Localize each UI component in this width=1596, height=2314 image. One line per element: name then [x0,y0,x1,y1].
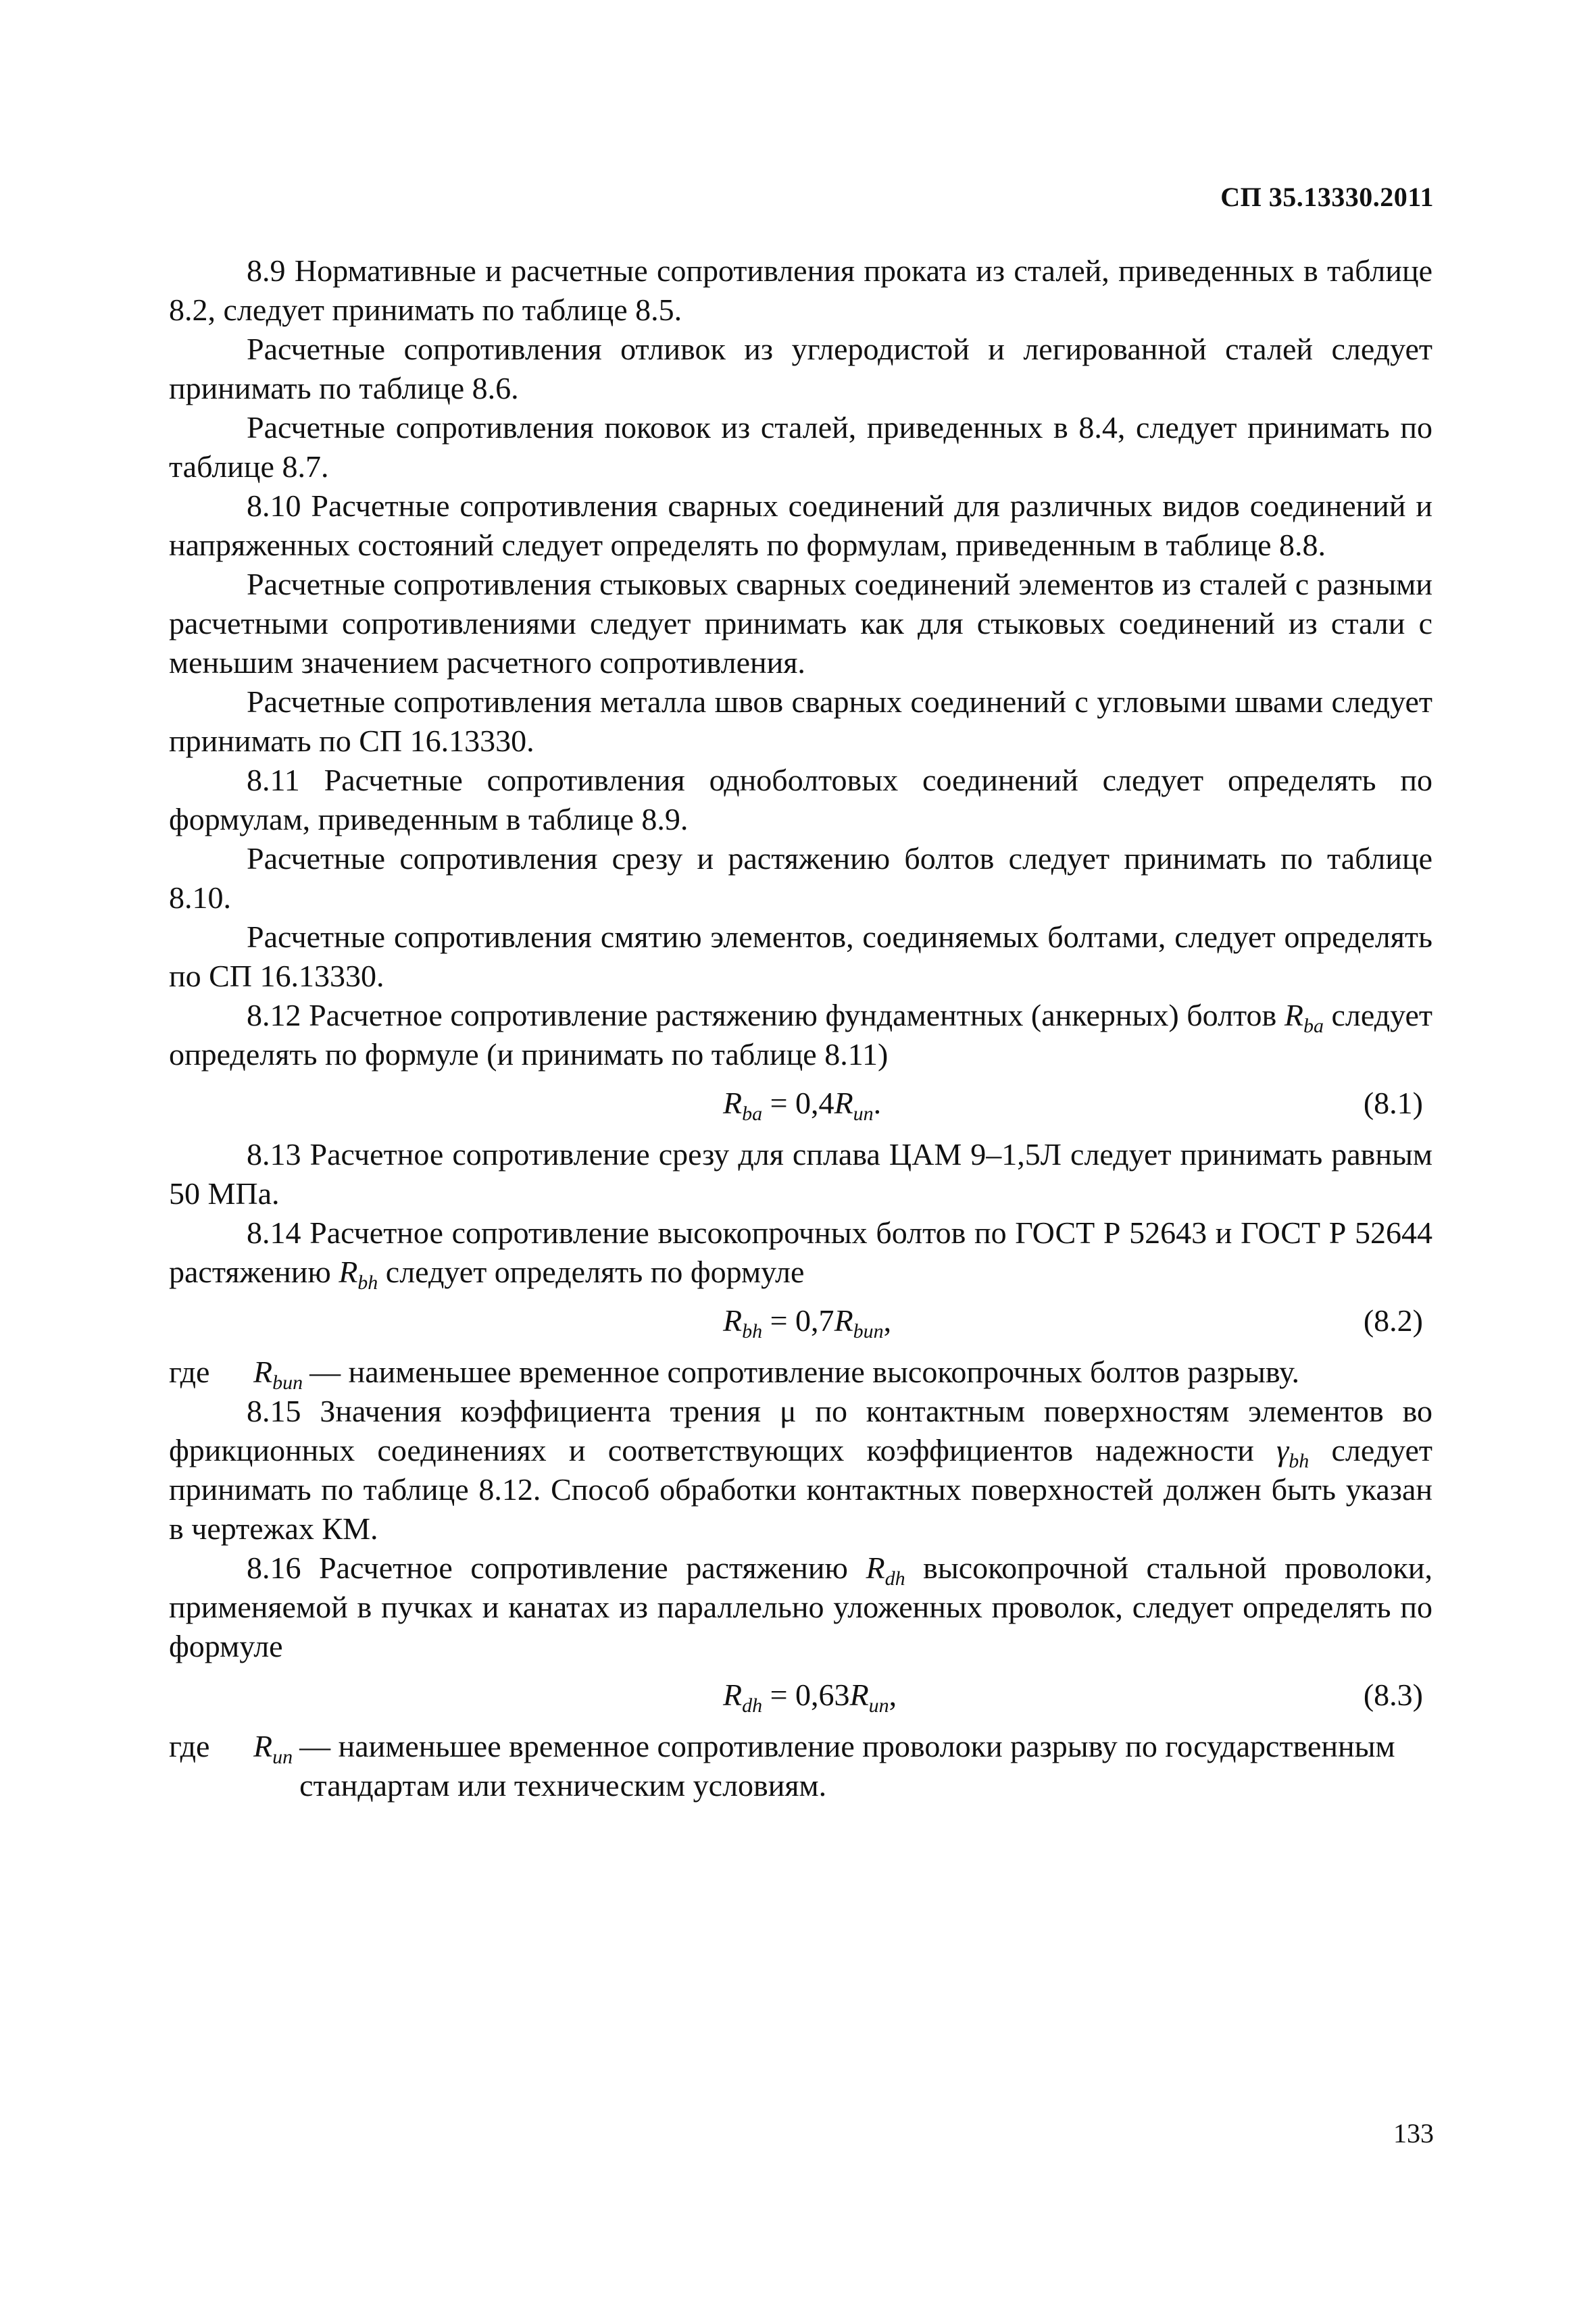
formula-8-2-number: (8.2) [1363,1303,1423,1338]
where-definition: — наименьшее временное сопротивление проволоки разрыву по государственным стандартам или техническим условиям. [299,1729,1395,1803]
paragraph-8-12-text-a: 8.12 Расчетное сопротивление растяжению фундаментных (анкерных) болтов [247,998,1277,1032]
formula-8-2-expression: $R_{bh} = 0,7R_{bun}$, [723,1303,892,1342]
paragraph-8-14 [169,1213,1432,1292]
paragraph-8-13: 8.13 Расчетное сопротивление срезу для сплава ЦАМ 9–1,5Л следует принимать равным 50 МПа. [169,1137,1432,1211]
where-definition: — наименьшее временное сопротивление высокопрочных болтов разрыву. [309,1355,1299,1389]
symbol-r-dh: $R_{dh}$ [866,1551,905,1590]
paragraph-fillet-welds: Расчетные сопротивления металла швов сварных соединений с угловыми швами следует принимать по СП 16.13330. [169,684,1432,758]
formula-8-3-number: (8.3) [1363,1678,1423,1712]
formula-8-1 [169,1077,1432,1131]
paragraph-bolt-shear: Расчетные сопротивления срезу и растяжению болтов следует принимать по таблице 8.10. [169,841,1432,915]
where-clause-rbun [169,1353,1432,1392]
symbol-gamma-bh: $\gamma_{bh}$ [1276,1433,1310,1472]
formula-8-2 [169,1294,1432,1349]
where-word: где [169,1729,210,1763]
paragraph-bearing: Расчетные сопротивления смятию элементов, соединяемых болтами, следует определять по СП 16.13330. [169,920,1432,993]
symbol-r-bun: $R_{bun}$ [253,1355,303,1394]
document-body [169,251,1432,1805]
paragraph-8-15 [169,1392,1432,1549]
paragraph-8-12-text-b: следует определять по формуле (и принимать по таблице 8.11) [169,998,1433,1072]
formula-8-1-expression: $R_{ba} = 0,4R_{un}$. [723,1086,882,1125]
paragraph-8-16-text-b: высокопрочной стальной проволоки, применяемой в пучках и канатах из параллельно уложенных проволок, следует определять по формуле [169,1551,1432,1663]
paragraph-castings: Расчетные сопротивления отливок из углеродистой и легированной сталей следует принимать по таблице 8.6. [169,332,1432,405]
paragraph-8-11: 8.11 Расчетные сопротивления одноболтовых соединений следует определять по формулам, приведенным в таблице 8.9. [169,763,1432,836]
where-word: где [169,1355,210,1389]
symbol-r-bh: $R_{bh}$ [339,1255,378,1294]
paragraph-8-15-text-b: следует принимать по таблице 8.12. Способ обработки контактных поверхностей должен быть указан в чертежах КМ. [169,1433,1433,1546]
paragraph-8-16 [169,1549,1432,1666]
paragraph-8-9: 8.9 Нормативные и расчетные сопротивления проката из сталей, приведенных в таблице 8.2, следует принимать по таблице 8.5. [169,253,1432,327]
document-code: СП 35.13330.2011 [1220,182,1434,212]
paragraph-8-12 [169,996,1432,1074]
paragraph-butt-welds: Расчетные сопротивления стыковых сварных соединений элементов из сталей с разными расчетными сопротивлениями следует принимать как для стыковых соединений из стали с меньшим значением расчетного сопротивления. [169,567,1432,680]
paragraph-8-16-text-a: 8.16 Расчетное сопротивление растяжению [247,1551,848,1585]
where-clause-run [169,1727,1432,1805]
formula-8-3 [169,1669,1432,1723]
symbol-r-ba: $R_{ba}$ [1284,998,1324,1037]
paragraph-forgings: Расчетные сопротивления поковок из сталей, приведенных в 8.4, следует принимать по таблице 8.7. [169,410,1432,484]
paragraph-8-10: 8.10 Расчетные сопротивления сварных соединений для различных видов соединений и напряженных состояний следует определять по формулам, приведенным в таблице 8.8. [169,488,1432,562]
paragraph-8-14-text-a: 8.14 Расчетное сопротивление высокопрочных болтов по ГОСТ Р 52643 и ГОСТ Р 52644 растяжению [169,1215,1432,1289]
page-number: 133 [1393,2118,1434,2148]
paragraph-8-15-text-a: 8.15 Значения коэффициента трения μ по контактным поверхностям элементов во фрикционных соединениях и соответствующих коэффициентов надежности [169,1394,1432,1467]
formula-8-3-expression: $R_{dh} = 0,63R_{un}$, [723,1678,897,1717]
formula-8-1-number: (8.1) [1363,1086,1423,1120]
paragraph-8-14-text-b: следует определять по формуле [385,1255,805,1289]
symbol-r-un: $R_{un}$ [253,1729,293,1768]
